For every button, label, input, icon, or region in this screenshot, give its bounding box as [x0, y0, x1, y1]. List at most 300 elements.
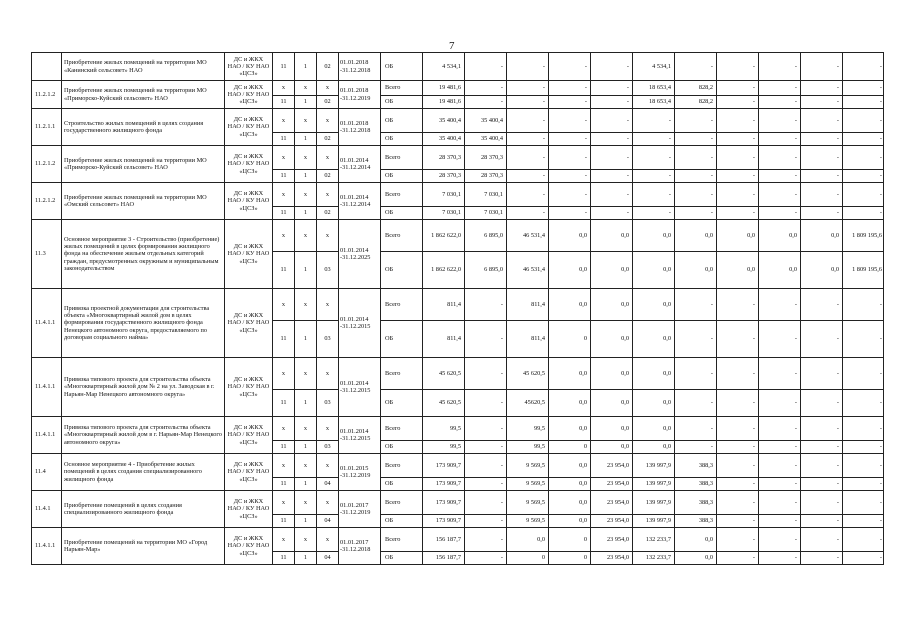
code-subprogram: х	[317, 491, 339, 515]
row-name: Привязка проектной документации для строительства объекта «Многоквартирный жилой дом в целях формирования государственного жилищного фонда Ненецкого автономного округа, предоставляемого по договорам социального найма»	[62, 289, 225, 358]
value-cell: -	[675, 146, 717, 170]
value-cell: 0	[549, 441, 591, 454]
value-cell: -	[843, 417, 884, 441]
code-subprogram: х	[317, 109, 339, 133]
value-cell: -	[717, 109, 759, 133]
responsible-executor: ДС и ЖКХ НАО / КУ НАО «ЦСЗ»	[225, 81, 273, 109]
value-cell: 0,0	[633, 358, 675, 390]
value-cell: -	[801, 109, 843, 133]
value-cell: 173 909,7	[423, 491, 465, 515]
value-cell: -	[507, 133, 549, 146]
value-cell: -	[465, 390, 507, 417]
value-cell: 18 653,4	[633, 96, 675, 109]
implementation-period: 01.01.2014 -31.12.2015	[339, 358, 381, 417]
responsible-executor: ДС и ЖКХ НАО / КУ НАО «ЦСЗ»	[225, 491, 273, 528]
value-cell: -	[591, 207, 633, 220]
funding-source: Всего	[381, 220, 423, 252]
code-grbs: 11	[273, 207, 295, 220]
value-cell: -	[759, 528, 801, 552]
value-cell: 139 997,9	[633, 515, 675, 528]
value-cell: -	[759, 183, 801, 207]
value-cell: -	[717, 515, 759, 528]
value-cell: 0	[549, 528, 591, 552]
value-cell: -	[843, 109, 884, 133]
value-cell: 0,0	[591, 289, 633, 321]
value-cell: 35 400,4	[423, 133, 465, 146]
funding-source: ОБ	[381, 207, 423, 220]
value-cell: -	[591, 146, 633, 170]
value-cell: 19 481,6	[423, 96, 465, 109]
code-program: х	[295, 183, 317, 207]
value-cell: 0,0	[549, 478, 591, 491]
code-program: 1	[295, 321, 317, 358]
value-cell: -	[591, 81, 633, 96]
value-cell: -	[843, 358, 884, 390]
funding-source: Всего	[381, 81, 423, 96]
value-cell: -	[759, 491, 801, 515]
value-cell: -	[717, 53, 759, 81]
value-cell: 0	[549, 321, 591, 358]
responsible-executor: ДС и ЖКХ НАО / КУ НАО «ЦСЗ»	[225, 183, 273, 220]
implementation-period: 01.01.2014 -31.12.2015	[339, 417, 381, 454]
funding-source: Всего	[381, 358, 423, 390]
value-cell: -	[801, 96, 843, 109]
value-cell: -	[759, 170, 801, 183]
funding-source: ОБ	[381, 321, 423, 358]
value-cell: -	[549, 81, 591, 96]
value-cell: -	[801, 207, 843, 220]
table-row	[32, 81, 884, 96]
value-cell: 23 954,0	[591, 552, 633, 565]
value-cell: -	[633, 183, 675, 207]
value-cell: -	[801, 53, 843, 81]
value-cell: -	[717, 358, 759, 390]
value-cell: 99,5	[423, 441, 465, 454]
value-cell: -	[759, 53, 801, 81]
value-cell: -	[717, 454, 759, 478]
responsible-executor: ДС и ЖКХ НАО / КУ НАО «ЦСЗ»	[225, 454, 273, 491]
code-program: 1	[295, 478, 317, 491]
value-cell: -	[633, 133, 675, 146]
table-row	[32, 109, 884, 133]
value-cell: -	[675, 207, 717, 220]
code-program: 1	[295, 390, 317, 417]
row-number: 11.4	[32, 454, 62, 491]
code-subprogram: 04	[317, 478, 339, 491]
value-cell: 828,2	[675, 96, 717, 109]
value-cell: -	[843, 133, 884, 146]
table-row	[32, 454, 884, 478]
code-program: х	[295, 220, 317, 252]
code-program: х	[295, 491, 317, 515]
value-cell: -	[717, 207, 759, 220]
code-grbs: х	[273, 183, 295, 207]
implementation-period: 01.01.2018 -31.12.2018	[339, 109, 381, 146]
code-grbs: х	[273, 81, 295, 96]
responsible-executor: ДС и ЖКХ НАО / КУ НАО «ЦСЗ»	[225, 289, 273, 358]
table-row	[32, 358, 884, 390]
value-cell: -	[465, 441, 507, 454]
value-cell: -	[843, 207, 884, 220]
value-cell: -	[549, 133, 591, 146]
implementation-period: 01.01.2014 -31.12.2025	[339, 220, 381, 289]
value-cell: 7 030,1	[423, 207, 465, 220]
row-number: 11.2.1.2	[32, 146, 62, 183]
value-cell: 388,3	[675, 491, 717, 515]
code-subprogram: х	[317, 81, 339, 96]
code-program: х	[295, 109, 317, 133]
funding-source: ОБ	[381, 133, 423, 146]
value-cell: 0,0	[801, 220, 843, 252]
value-cell: 0,0	[549, 220, 591, 252]
code-subprogram: х	[317, 358, 339, 390]
row-number: 11.4.1.1	[32, 528, 62, 565]
value-cell: -	[759, 96, 801, 109]
value-cell: -	[717, 96, 759, 109]
row-name: Приобретение жилых помещений на территории МО «Омский сельсовет» НАО	[62, 183, 225, 220]
value-cell: -	[465, 528, 507, 552]
value-cell: -	[507, 207, 549, 220]
value-cell: -	[801, 146, 843, 170]
value-cell: 46 531,4	[507, 252, 549, 289]
value-cell: -	[843, 441, 884, 454]
implementation-period: 01.01.2017 -31.12.2018	[339, 528, 381, 565]
value-cell: -	[801, 81, 843, 96]
code-grbs: 11	[273, 252, 295, 289]
funding-source: ОБ	[381, 478, 423, 491]
value-cell: 173 909,7	[423, 454, 465, 478]
value-cell: 19 481,6	[423, 81, 465, 96]
value-cell: -	[633, 170, 675, 183]
code-grbs: х	[273, 454, 295, 478]
value-cell: 1 862 622,0	[423, 252, 465, 289]
funding-source: Всего	[381, 417, 423, 441]
value-cell: -	[717, 133, 759, 146]
value-cell: -	[591, 170, 633, 183]
value-cell: -	[549, 53, 591, 81]
value-cell: -	[717, 478, 759, 491]
code-subprogram: 03	[317, 390, 339, 417]
funding-source: Всего	[381, 528, 423, 552]
row-name: Приобретение жилых помещений на территории МО «Канинский сельсовет» НАО	[62, 53, 225, 81]
value-cell: -	[843, 552, 884, 565]
value-cell: 0,0	[717, 252, 759, 289]
funding-source: Всего	[381, 454, 423, 478]
value-cell: 0,0	[633, 220, 675, 252]
funding-source: ОБ	[381, 441, 423, 454]
code-program: х	[295, 417, 317, 441]
code-program: 1	[295, 252, 317, 289]
code-program: 1	[295, 515, 317, 528]
table-row	[32, 53, 884, 81]
code-grbs: х	[273, 289, 295, 321]
value-cell: -	[759, 515, 801, 528]
value-cell: -	[843, 146, 884, 170]
value-cell: -	[675, 321, 717, 358]
value-cell: 18 653,4	[633, 81, 675, 96]
value-cell: -	[591, 53, 633, 81]
funding-source: Всего	[381, 491, 423, 515]
value-cell: -	[465, 491, 507, 515]
value-cell: 23 954,0	[591, 515, 633, 528]
value-cell: -	[843, 53, 884, 81]
value-cell: -	[801, 528, 843, 552]
code-grbs: 11	[273, 515, 295, 528]
row-number: 11.2.1.1	[32, 109, 62, 146]
value-cell: 99,5	[507, 417, 549, 441]
code-grbs: 11	[273, 552, 295, 565]
code-grbs: 11	[273, 321, 295, 358]
table-row	[32, 183, 884, 207]
row-number: 11.4.1.1	[32, 358, 62, 417]
value-cell: -	[549, 170, 591, 183]
value-cell: 388,3	[675, 454, 717, 478]
value-cell: 811,4	[423, 289, 465, 321]
value-cell: -	[759, 441, 801, 454]
value-cell: -	[675, 109, 717, 133]
row-name: Привязка типового проекта для строительства объекта «Многоквартирный жилой дом № 2 на ул. Заводская в г. Нарьян-Мар Ненецкого автономного округа»	[62, 358, 225, 417]
implementation-period: 01.01.2017 -31.12.2019	[339, 491, 381, 528]
code-subprogram: 02	[317, 133, 339, 146]
implementation-period: 01.01.2014 -31.12.2015	[339, 289, 381, 358]
value-cell: -	[549, 109, 591, 133]
code-subprogram: 03	[317, 252, 339, 289]
value-cell: 0,0	[633, 417, 675, 441]
value-cell: -	[717, 441, 759, 454]
value-cell: -	[507, 96, 549, 109]
value-cell: -	[717, 417, 759, 441]
value-cell: 28 370,3	[423, 170, 465, 183]
value-cell: -	[801, 552, 843, 565]
value-cell: 23 954,0	[591, 478, 633, 491]
code-program: х	[295, 454, 317, 478]
value-cell: -	[801, 515, 843, 528]
value-cell: -	[465, 478, 507, 491]
value-cell: 0,0	[591, 417, 633, 441]
code-grbs: 11	[273, 390, 295, 417]
value-cell: 46 531,4	[507, 220, 549, 252]
value-cell: 132 233,7	[633, 528, 675, 552]
row-number: 11.2.1.2	[32, 183, 62, 220]
value-cell: -	[843, 454, 884, 478]
value-cell: 35 400,4	[465, 109, 507, 133]
value-cell: -	[675, 170, 717, 183]
value-cell: -	[591, 96, 633, 109]
value-cell: -	[801, 417, 843, 441]
value-cell: -	[675, 53, 717, 81]
value-cell: -	[675, 289, 717, 321]
value-cell: -	[843, 321, 884, 358]
value-cell: 0,0	[675, 552, 717, 565]
code-grbs: 11	[273, 96, 295, 109]
value-cell: 6 895,0	[465, 252, 507, 289]
value-cell: 45 620,5	[423, 390, 465, 417]
value-cell: 0,0	[549, 417, 591, 441]
code-grbs: 11	[273, 133, 295, 146]
value-cell: -	[759, 552, 801, 565]
row-name: Основное мероприятие 3 - Строительство (приобретение) жилых помещений в целях формирования жилищного фонда на обеспечение жильем отдельных категорий граждан, предусмотренных окружным и муниципальным законодательством	[62, 220, 225, 289]
value-cell: 0,0	[549, 454, 591, 478]
value-cell: -	[507, 170, 549, 183]
value-cell: -	[717, 390, 759, 417]
value-cell: 28 370,3	[423, 146, 465, 170]
code-grbs: х	[273, 491, 295, 515]
value-cell: 28 370,3	[465, 146, 507, 170]
funding-source: ОБ	[381, 170, 423, 183]
value-cell: -	[633, 146, 675, 170]
value-cell: 0,0	[675, 220, 717, 252]
value-cell: 1 809 195,6	[843, 252, 884, 289]
value-cell: 811,4	[507, 321, 549, 358]
value-cell: -	[717, 183, 759, 207]
implementation-period: 01.01.2014 -31.12.2014	[339, 183, 381, 220]
code-grbs: 11	[273, 53, 295, 81]
row-number: 11.4.1	[32, 491, 62, 528]
code-subprogram: х	[317, 183, 339, 207]
value-cell: 0,0	[801, 252, 843, 289]
table-row	[32, 289, 884, 321]
value-cell: -	[465, 96, 507, 109]
value-cell: 139 997,9	[633, 478, 675, 491]
value-cell: -	[759, 454, 801, 478]
funding-source: Всего	[381, 183, 423, 207]
value-cell: -	[717, 491, 759, 515]
value-cell: 173 909,7	[423, 515, 465, 528]
responsible-executor: ДС и ЖКХ НАО / КУ НАО «ЦСЗ»	[225, 146, 273, 183]
value-cell: 0	[507, 552, 549, 565]
code-subprogram: х	[317, 454, 339, 478]
value-cell: 99,5	[423, 417, 465, 441]
funding-source: ОБ	[381, 96, 423, 109]
value-cell: -	[843, 81, 884, 96]
code-subprogram: х	[317, 417, 339, 441]
funding-source: ОБ	[381, 552, 423, 565]
value-cell: -	[675, 358, 717, 390]
value-cell: -	[507, 109, 549, 133]
code-subprogram: х	[317, 289, 339, 321]
value-cell: -	[675, 133, 717, 146]
code-program: х	[295, 358, 317, 390]
value-cell: 0,0	[633, 252, 675, 289]
value-cell: -	[801, 183, 843, 207]
value-cell: -	[843, 289, 884, 321]
value-cell: 156 187,7	[423, 528, 465, 552]
code-program: х	[295, 81, 317, 96]
value-cell: -	[759, 417, 801, 441]
value-cell: 811,4	[423, 321, 465, 358]
code-subprogram: х	[317, 146, 339, 170]
value-cell: -	[843, 390, 884, 417]
value-cell: 1 862 622,0	[423, 220, 465, 252]
code-subprogram: 04	[317, 552, 339, 565]
responsible-executor: ДС и ЖКХ НАО / КУ НАО «ЦСЗ»	[225, 528, 273, 565]
value-cell: 0,0	[591, 441, 633, 454]
row-name: Приобретение жилых помещений на территории МО «Приморско-Куйский сельсовет» НАО	[62, 146, 225, 183]
funding-source: ОБ	[381, 109, 423, 133]
funding-source: ОБ	[381, 390, 423, 417]
value-cell: 0,0	[717, 220, 759, 252]
value-cell: 0,0	[549, 358, 591, 390]
funding-source: Всего	[381, 146, 423, 170]
value-cell: -	[549, 207, 591, 220]
code-grbs: х	[273, 417, 295, 441]
value-cell: -	[843, 528, 884, 552]
value-cell: 0,0	[591, 358, 633, 390]
value-cell: 0,0	[591, 252, 633, 289]
value-cell: 0,0	[759, 252, 801, 289]
code-grbs: 11	[273, 478, 295, 491]
value-cell: -	[717, 552, 759, 565]
value-cell: -	[507, 146, 549, 170]
value-cell: -	[759, 109, 801, 133]
value-cell: 0,0	[633, 289, 675, 321]
value-cell: 811,4	[507, 289, 549, 321]
code-grbs: х	[273, 528, 295, 552]
value-cell: 0,0	[549, 515, 591, 528]
value-cell: -	[759, 207, 801, 220]
code-program: 1	[295, 441, 317, 454]
value-cell: -	[633, 109, 675, 133]
value-cell: 0,0	[549, 491, 591, 515]
value-cell: -	[465, 321, 507, 358]
code-subprogram: 02	[317, 53, 339, 81]
code-subprogram: х	[317, 528, 339, 552]
value-cell: 9 569,5	[507, 454, 549, 478]
value-cell: -	[801, 358, 843, 390]
value-cell: -	[759, 478, 801, 491]
value-cell: 45 620,5	[507, 358, 549, 390]
value-cell: 9 569,5	[507, 478, 549, 491]
value-cell: 173 909,7	[423, 478, 465, 491]
value-cell: -	[591, 183, 633, 207]
responsible-executor: ДС и ЖКХ НАО / КУ НАО «ЦСЗ»	[225, 358, 273, 417]
row-name: Приобретение помещений на территории МО «Город Нарьян-Мар»	[62, 528, 225, 565]
value-cell: -	[759, 146, 801, 170]
row-number: 11.2.1.2	[32, 81, 62, 109]
responsible-executor: ДС и ЖКХ НАО / КУ НАО «ЦСЗ»	[225, 109, 273, 146]
value-cell: 7 030,1	[423, 183, 465, 207]
funding-source: ОБ	[381, 53, 423, 81]
code-grbs: 11	[273, 170, 295, 183]
code-program: х	[295, 146, 317, 170]
table-row	[32, 491, 884, 515]
funding-source: Всего	[381, 289, 423, 321]
value-cell: -	[801, 390, 843, 417]
table-row	[32, 528, 884, 552]
value-cell: -	[801, 133, 843, 146]
code-grbs: 11	[273, 441, 295, 454]
responsible-executor: ДС и ЖКХ НАО / КУ НАО «ЦСЗ»	[225, 220, 273, 289]
value-cell: -	[717, 146, 759, 170]
value-cell: -	[801, 441, 843, 454]
budget-table	[31, 52, 884, 565]
code-subprogram: 03	[317, 441, 339, 454]
value-cell: 7 030,1	[465, 183, 507, 207]
funding-source: ОБ	[381, 252, 423, 289]
code-grbs: х	[273, 109, 295, 133]
value-cell: -	[591, 109, 633, 133]
value-cell: -	[843, 96, 884, 109]
value-cell: 0,0	[591, 390, 633, 417]
implementation-period: 01.01.2018 -31.12.2018	[339, 53, 381, 81]
row-name: Приобретение жилых помещений на территории МО «Приморско-Куйский сельсовет» НАО	[62, 81, 225, 109]
value-cell: 23 954,0	[591, 528, 633, 552]
code-subprogram: 04	[317, 515, 339, 528]
value-cell: -	[465, 358, 507, 390]
value-cell: 99,5	[507, 441, 549, 454]
value-cell: -	[843, 515, 884, 528]
value-cell: -	[675, 390, 717, 417]
